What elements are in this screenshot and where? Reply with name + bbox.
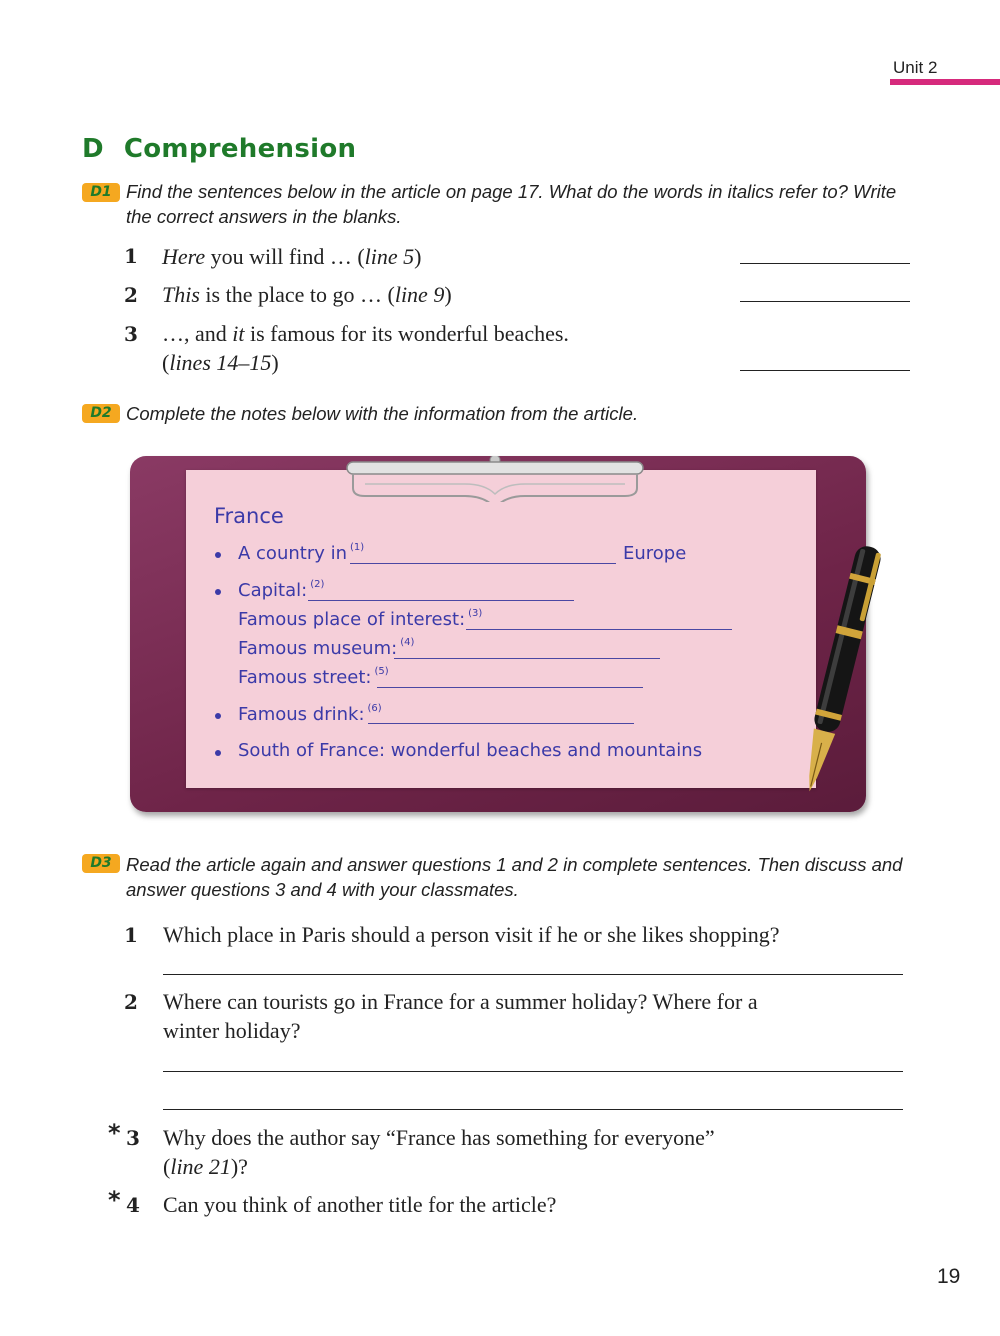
answer-line-2[interactable] xyxy=(308,600,574,601)
d3-tag: D3 xyxy=(82,854,120,873)
note-drink: Famous drink: $^{(6)}$ xyxy=(238,703,382,725)
notes-title: France xyxy=(214,504,284,528)
d1-tag: D1 xyxy=(82,183,120,202)
d1-item-1: Here you will find … (line 5) xyxy=(162,244,422,269)
d3-question-3: Why does the author say “France has something for everyone” (line 21)? xyxy=(163,1125,715,1179)
star-icon: * xyxy=(108,1186,121,1214)
d1-item-number: 2 xyxy=(124,283,138,307)
section-heading xyxy=(82,134,356,164)
note-bullet xyxy=(215,713,221,719)
answer-line-3[interactable] xyxy=(466,629,732,630)
d3-answer-line-2b[interactable] xyxy=(163,1109,903,1110)
d3-answer-line-1[interactable] xyxy=(163,974,903,975)
d1-instruction: Find the sentences below in the article on page 17. What do the words in italics refer to? Write the correct answers in the blanks. xyxy=(126,181,897,227)
d1-answer-blank-1[interactable] xyxy=(740,263,910,264)
d1-answer-blank-3[interactable] xyxy=(740,370,910,371)
d3-question-number: 2 xyxy=(124,990,138,1014)
d2-tag: D2 xyxy=(82,404,120,423)
d3-instruction: Read the article again and answer questions 1 and 2 in complete sentences. Then discuss and answer questions 3 and 4 with your classmates. xyxy=(126,854,903,900)
note-country: A country in $^{(1)}$ xyxy=(238,542,365,564)
d3-question-number: 4 xyxy=(126,1193,140,1217)
d3-question-number: 1 xyxy=(124,923,138,947)
star-icon: * xyxy=(108,1119,121,1147)
note-museum: Famous museum: $^{(4)}$ xyxy=(238,637,415,659)
section-title: Comprehension xyxy=(123,134,357,164)
clipboard-clip-icon xyxy=(345,456,645,502)
note-europe: Europe xyxy=(623,543,687,564)
d3-question-4: Can you think of another title for the article? xyxy=(163,1192,557,1217)
section-letter: D xyxy=(82,134,104,164)
unit-label: Unit 2 xyxy=(893,58,938,77)
d1-item-number: 3 xyxy=(124,322,138,346)
answer-line-5[interactable] xyxy=(377,687,643,688)
note-bullet xyxy=(215,750,221,756)
d1-item-number: 1 xyxy=(124,244,138,268)
d1-answer-blank-2[interactable] xyxy=(740,301,910,302)
d3-question-1: Which place in Paris should a person visit if he or she likes shopping? xyxy=(163,922,780,947)
note-place: Famous place of interest: $^{(3)}$ xyxy=(238,608,483,630)
d2-instruction: Complete the notes below with the information from the article. xyxy=(126,403,639,424)
d3-question-2: Where can tourists go in France for a summer holiday? Where for a winter holiday? xyxy=(163,989,758,1043)
fountain-pen-icon xyxy=(790,535,890,800)
unit-color-bar xyxy=(890,79,1000,85)
answer-line-6[interactable] xyxy=(368,723,634,724)
page-number: 19 xyxy=(937,1265,961,1288)
note-street: Famous street: $^{(5)}$ xyxy=(238,666,389,688)
d3-question-number: 3 xyxy=(126,1126,140,1150)
d3-answer-line-2a[interactable] xyxy=(163,1071,903,1072)
note-capital: Capital: $^{(2)}$ xyxy=(238,579,325,601)
note-bullet xyxy=(215,552,221,558)
answer-line-1[interactable] xyxy=(350,563,616,564)
note-bullet xyxy=(215,589,221,595)
answer-line-4[interactable] xyxy=(394,658,660,659)
d1-item-2: This is the place to go … (line 9) xyxy=(162,282,452,307)
note-south: South of France: wonderful beaches and mountains xyxy=(238,740,703,761)
d1-item-3: …, and it is famous for its wonderful beaches. (lines 14–15) xyxy=(162,321,569,375)
